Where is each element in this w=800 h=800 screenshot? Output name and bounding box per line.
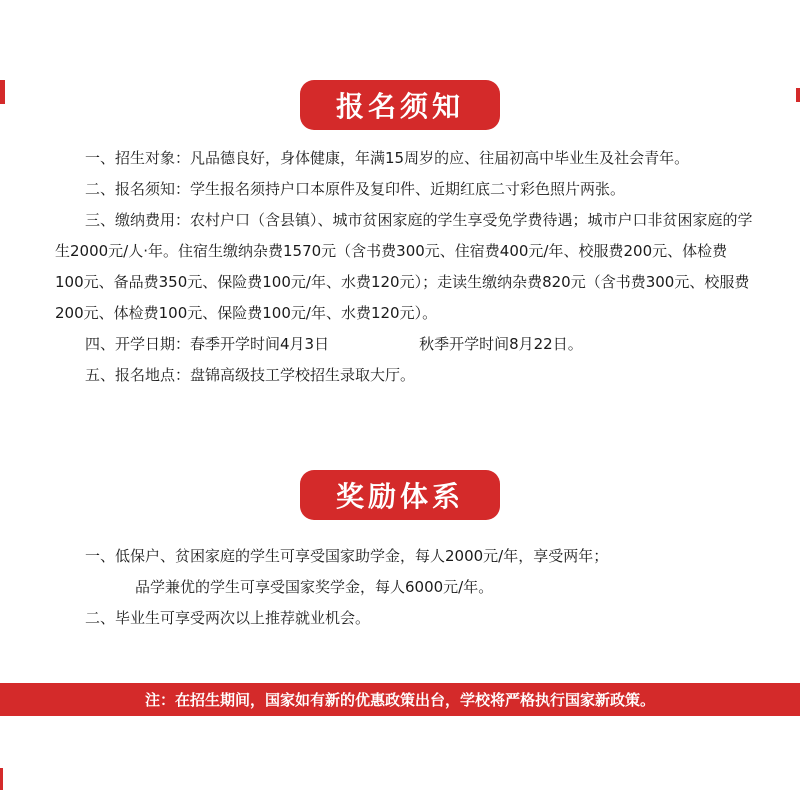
reward-item-1: 一、低保户、贫困家庭的学生可享受国家助学金，每人2000元/年，享受两年； [85,547,609,565]
rewards-system [55,541,755,634]
reward-item-2: 二、毕业生可享受两次以上推荐就业机会。 [85,609,371,627]
start-dates [55,329,755,360]
fees: 三、缴纳费用：农村户口（含县镇）、城市贫困家庭的学生享受免学费待遇；城市户口非贫困家庭的学生2000元/人·年。住宿生缴纳杂费1570元（含书费300元、住宿费400元/年、校服费200元、体检费100元、备品费350元、保险费100元/年、水费120元）；走读生缴纳杂费820元（含书费300元、校服费200元、体检费100元、保险费100元/年、水费120元）。 [55,211,753,322]
left-bottom-edge-decoration [0,768,3,790]
right-edge-decoration [796,88,800,102]
registration-notes [55,143,755,391]
enrollment-target: 一、招生对象：凡品德良好，身体健康，年满15周岁的应、往届初高中毕业生及社会青年。 [85,149,690,167]
registration-location: 五、报名地点：盘锦高级技工学校招生录取大厅。 [85,366,416,384]
policy-notice-banner: 注：在招生期间，国家如有新的优惠政策出台，学校将严格执行国家新政策。 [0,683,800,716]
section-title-registration: 报名须知 [300,80,500,130]
spring-start-date: 四、开学日期：春季开学时间4月3日 [85,335,330,353]
registration-requirements: 二、报名须知：学生报名须持户口本原件及复印件、近期红底二寸彩色照片两张。 [85,180,626,198]
section-title-rewards: 奖励体系 [300,470,500,520]
left-edge-decoration [0,80,5,104]
autumn-start-date: 秋季开学时间8月22日。 [419,335,583,353]
reward-item-1-continued: 品学兼优的学生可享受国家奖学金，每人6000元/年。 [135,578,494,596]
